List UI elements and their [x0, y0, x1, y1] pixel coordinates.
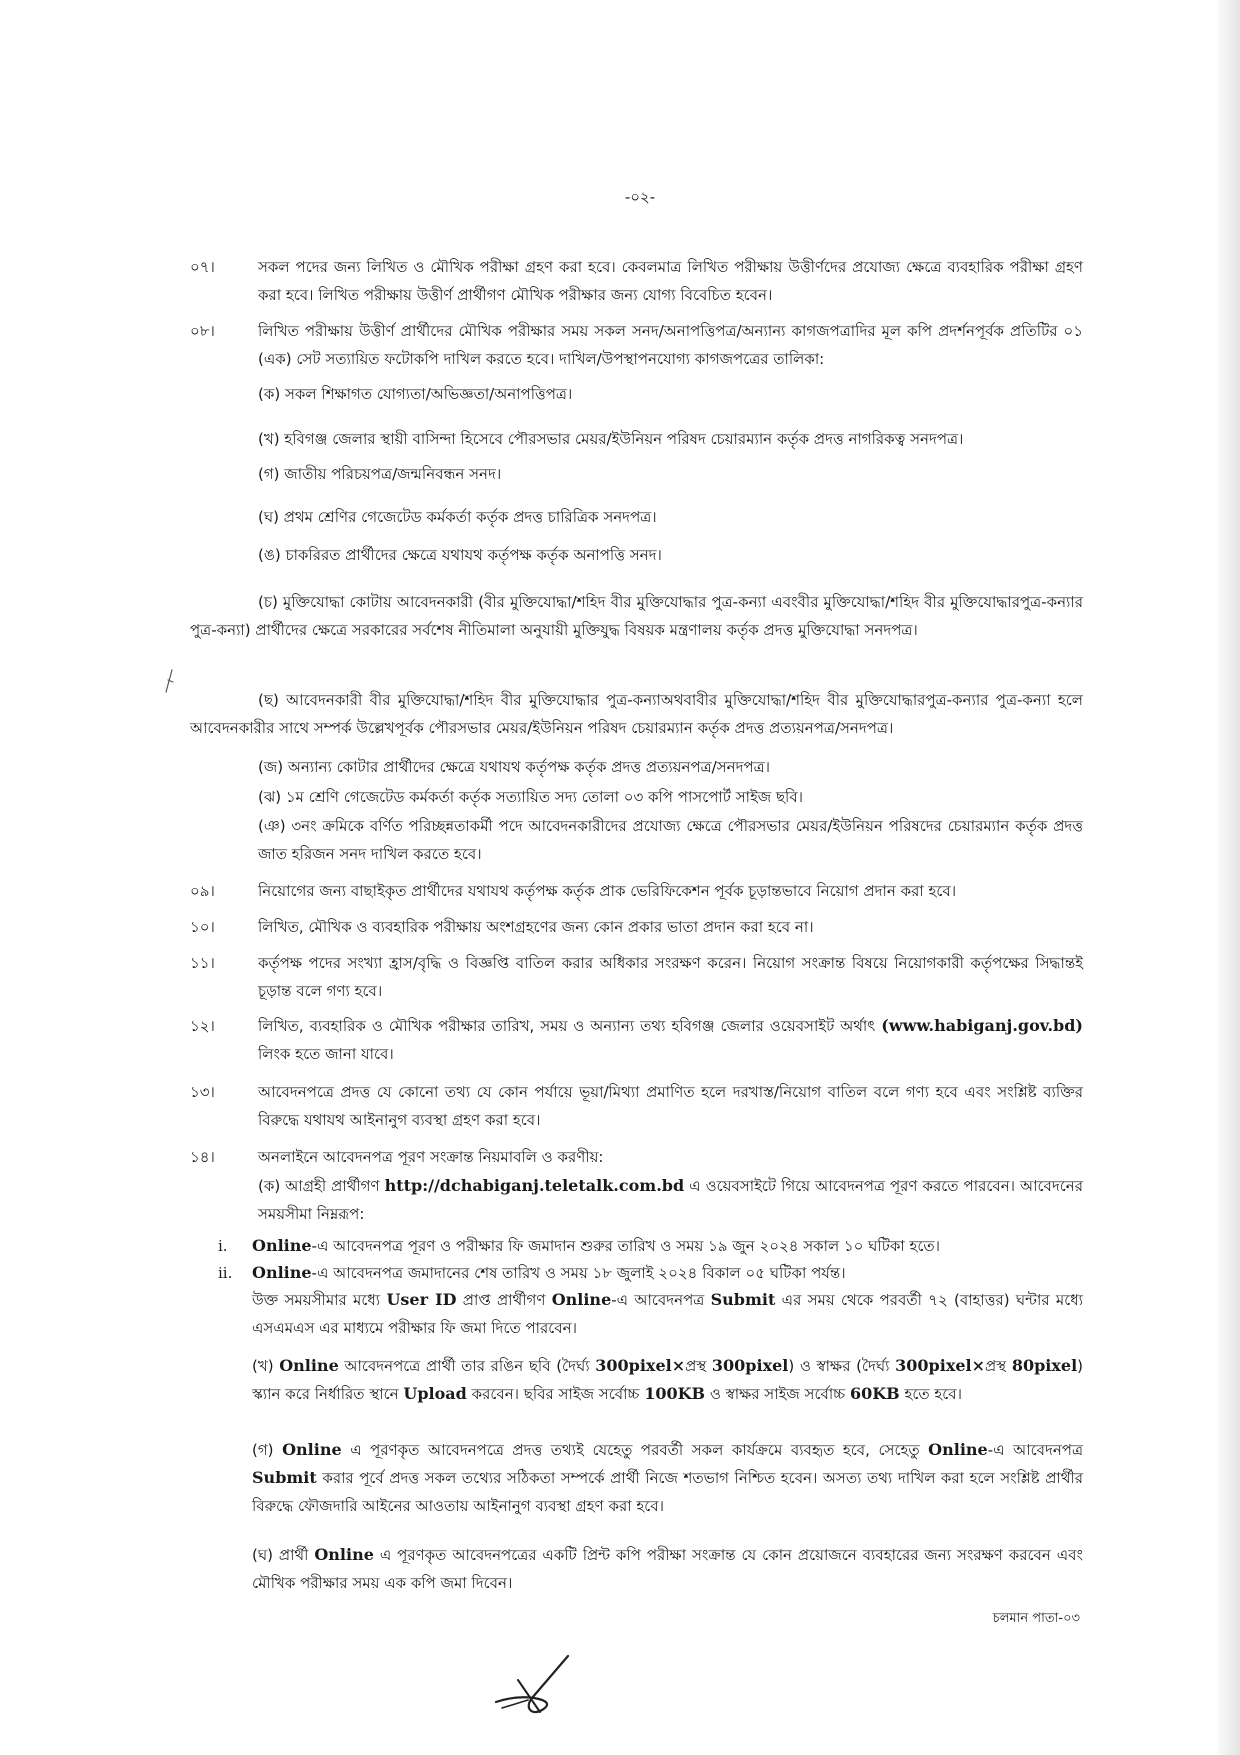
clause-12	[190, 1012, 1083, 1068]
clause-11	[190, 949, 1083, 1005]
document-item-kha: (খ) হবিগঞ্জ জেলার স্থায়ী বাসিন্দা হিসেবে পৌরসভার মেয়র/ইউনিয়ন পরিষদ চেয়ারম্যান কর্তৃক প্রদত্ত নাগরিকত্ব সনদপত্র।	[258, 430, 964, 448]
clause-07	[190, 253, 1083, 309]
clause-number: ১৩।	[190, 1083, 215, 1101]
online-gha: (ঘ) প্রার্থী Online এ পূরণকৃত আবেদনপত্রের একটি প্রিন্ট কপি পরীক্ষা সংক্রান্ত যে কোন প্রয়োজনে ব্যবহারের জন্য সংরক্ষণ করবেন এবং মৌখিক পরীক্ষার সময় এক কপি জমা দিবেন।	[252, 1545, 1083, 1592]
online-ka: (ক) আগ্রহী প্রার্থীগণ http://dchabiganj.teletalk.com.bd এ ওয়েবসাইটে গিয়ে আবেদনপত্র পূরণ করতে পারবেন। আবেদনের সময়সীমা নিম্নরূপ:	[258, 1176, 1084, 1223]
application-url-link[interactable]: http://dchabiganj.teletalk.com.bd	[384, 1176, 685, 1195]
signature-mark	[488, 1650, 578, 1720]
website-link[interactable]: (www.habiganj.gov.bd)	[881, 1016, 1083, 1035]
clause-08	[190, 317, 1083, 373]
clause-text: আবেদনপত্রে প্রদত্ত যে কোনো তথ্য যে কোন পর্যায়ে ভূয়া/মিথ্যা প্রমাণিত হলে দরখাস্ত/নিয়োগ বাতিল বলে গণ্য হবে এবং সংশ্লিষ্ট ব্যক্তির বিরুদ্ধে যথাযথ আইনানুগ ব্যবস্থা গ্রহণ করা হবে।	[258, 1083, 1083, 1129]
date-start: i. Online-এ আবেদনপত্র পূরণ ও পরীক্ষার ফি জমাদান শুরুর তারিখ ও সময় ১৯ জুন ২০২৪ সকাল ১০ ঘটিকা হতে।	[218, 1236, 941, 1255]
clause-14	[190, 1143, 1083, 1171]
document-item-ja: (জ) অন্যান্য কোটার প্রার্থীদের ক্ষেত্রে যথাযথ কর্তৃপক্ষ কর্তৃক প্রদত্ত প্রত্যয়নপত্র/সনদপত্র।	[258, 758, 771, 776]
clause-13	[190, 1078, 1083, 1134]
clause-number: ১৪।	[190, 1148, 215, 1166]
clause-10	[190, 913, 1083, 941]
clause-text: লিখিত, মৌখিক ও ব্যবহারিক পরীক্ষায় অংশগ্রহণের জন্য কোন প্রকার ভাতা প্রদান করা হবে না।	[258, 918, 814, 936]
sms-fee-note: উক্ত সময়সীমার মধ্যে User ID প্রাপ্ত প্রার্থীগণ Online-এ আবেদনপত্র Submit এর সময় থেকে পরবর্তী ৭২ (বাহাত্তর) ঘন্টার মধ্যে এসএমএস এর মাধ্যমে পরীক্ষার ফি জমা দিতে পারবেন।	[252, 1290, 1083, 1337]
clause-number: ০৯।	[190, 882, 215, 900]
document-item-cha: (ছ) আবেদনকারী বীর মুক্তিযোদ্ধা/শহিদ বীর মুক্তিযোদ্ধার পুত্র-কন্যাঅথবাবীর মুক্তিযোদ্ধা/শহিদ বীর মুক্তিযোদ্ধারপুত্র-কন্যার পুত্র-কন্যা হলে আবেদনকারীর সাথে সম্পর্ক উল্লেখপূর্বক পৌরসভার মেয়র/ইউনিয়ন পরিষদ চেয়ারম্যান কর্তৃক প্রদত্ত প্রত্যয়নপত্র/সনদপত্র।	[190, 691, 1083, 737]
online-ga: (গ) Online এ পূরণকৃত আবেদনপত্রে প্রদত্ত তথ্যই যেহেতু পরবর্তী সকল কার্যক্রমে ব্যবহৃত হবে, সেহেতু Online-এ আবেদনপত্র Submit করার পূর্বে প্রদত্ত সকল তথ্যের সঠিকতা সম্পর্কে প্রার্থী নিজে শতভাগ নিশ্চিত হবেন। অসত্য তথ্য দাখিল করা হলে সংশ্লিষ্ট প্রার্থীর বিরুদ্ধে ফৌজদারি আইনের আওতায় আইনানুগ ব্যবস্থা গ্রহণ করা হবে।	[252, 1440, 1083, 1515]
online-kha: (খ) Online আবেদনপত্রে প্রার্থী তার রঙিন ছবি (দৈর্ঘ্য 300pixel×প্রস্থ 300pixel) ও স্বাক্ষর (দৈর্ঘ্য 300pixel×প্রস্থ 80pixel) স্ক্যান করে নির্ধারিত স্থানে Upload করবেন। ছবির সাইজ সর্বোচ্চ 100KB ও স্বাক্ষর সাইজ সর্বোচ্চ 60KB হতে হবে।	[252, 1356, 1083, 1403]
clause-text: কর্তৃপক্ষ পদের সংখ্যা হ্রাস/বৃদ্ধি ও বিজ্ঞপ্তি বাতিল করার অধিকার সংরক্ষণ করেন। নিয়োগ সংক্রান্ত বিষয়ে নিয়োগকারী কর্তৃপক্ষের সিদ্ধান্তই চূড়ান্ত বলে গণ্য হবে।	[258, 954, 1083, 1000]
document-item-ka: (ক) সকল শিক্ষাগত যোগ্যতা/অভিজ্ঞতা/অনাপত্তিপত্র।	[258, 385, 573, 403]
clause-number: ০৮।	[190, 322, 215, 340]
clause-text: অনলাইনে আবেদনপত্র পূরণ সংক্রান্ত নিয়মাবলি ও করণীয়:	[258, 1148, 604, 1166]
clause-number: ০৭।	[190, 258, 215, 276]
clause-09	[190, 877, 1083, 905]
continued-page-note: চলমান পাতা-০৩	[992, 1611, 1080, 1626]
clause-text: লিখিত পরীক্ষায় উত্তীর্ণ প্রার্থীদের মৌখিক পরীক্ষার সময় সকল সনদ/অনাপত্তিপত্র/অন্যান্য কাগজপত্রাদির মূল কপি প্রদর্শনপূর্বক প্রতিটির ০১ (এক) সেট সত্যায়িত ফটোকপি দাখিল করতে হবে। দাখিল/উপস্থাপনযোগ্য কাগজপত্রের তালিকা:	[258, 322, 1083, 368]
document-item-uma: (ঙ) চাকরিরত প্রার্থীদের ক্ষেত্রে যথাযথ কর্তৃপক্ষ কর্তৃক অনাপত্তি সনদ।	[258, 546, 662, 564]
clause-number: ১১।	[190, 954, 215, 972]
document-item-ga: (গ) জাতীয় পরিচয়পত্র/জন্মনিবন্ধন সনদ।	[258, 465, 502, 483]
clause-text: লিখিত, ব্যবহারিক ও মৌখিক পরীক্ষার তারিখ, সময় ও অন্যান্য তথ্য হবিগঞ্জ জেলার ওয়েবসাইট অর্থাৎ (www.habiganj.gov.bd) লিংক হতে জানা যাবে।	[258, 1016, 1083, 1063]
page-number: -০২-	[624, 188, 656, 206]
document-item-ca: (চ) মুক্তিযোদ্ধা কোটায় আবেদনকারী (বীর মুক্তিযোদ্ধা/শহিদ বীর মুক্তিযোদ্ধার পুত্র-কন্যা এবংবীর মুক্তিযোদ্ধা/শহিদ বীর মুক্তিযোদ্ধারপুত্র-কন্যার পুত্র-কন্যা) প্রার্থীদের ক্ষেত্রে সরকারের সর্বশেষ নীতিমালা অনুযায়ী মুক্তিযুদ্ধ বিষয়ক মন্ত্রণালয় কর্তৃক প্রদত্ত মুক্তিযোদ্ধা সনদপত্র।	[190, 593, 1083, 639]
document-item-nya: (ঞ) ৩নং ক্রমিকে বর্ণিত পরিচ্ছন্নতাকর্মী পদে আবেদনকারীদের প্রযোজ্য ক্ষেত্রে পৌরসভার মেয়র/ইউনিয়ন পরিষদের চেয়ারম্যান কর্তৃক প্রদত্ত জাত হরিজন সনদ দাখিল করতে হবে।	[258, 817, 1083, 863]
clause-text: নিয়োগের জন্য বাছাইকৃত প্রার্থীদের যথাযথ কর্তৃপক্ষ কর্তৃক প্রাক ভেরিফিকেশন পূর্বক চূড়ান্তভাবে নিয়োগ প্রদান করা হবে।	[258, 882, 957, 900]
document-item-jha: (ঝ) ১ম শ্রেণি গেজেটেড কর্মকর্তা কর্তৃক সত্যায়িত সদ্য তোলা ০৩ কপি পাসপোর্ট সাইজ ছবি।	[258, 788, 804, 806]
document-item-gha: (ঘ) প্রথম শ্রেণির গেজেটেড কর্মকর্তা কর্তৃক প্রদত্ত চারিত্রিক সনদপত্র।	[258, 508, 657, 526]
pen-mark	[162, 668, 176, 696]
date-end: ii. Online-এ আবেদনপত্র জমাদানের শেষ তারিখ ও সময় ১৮ জুলাই ২০২৪ বিকাল ০৫ ঘটিকা পর্যন্ত।	[218, 1263, 846, 1282]
clause-number: ১২।	[190, 1017, 215, 1035]
clause-number: ১০।	[190, 918, 215, 936]
clause-text: সকল পদের জন্য লিখিত ও মৌখিক পরীক্ষা গ্রহণ করা হবে। কেবলমাত্র লিখিত পরীক্ষায় উত্তীর্ণদের প্রযোজ্য ক্ষেত্রে ব্যবহারিক পরীক্ষা গ্রহণ করা হবে। লিখিত পরীক্ষায় উত্তীর্ণ প্রার্থীগণ মৌখিক পরীক্ষার জন্য যোগ্য বিবেচিত হবেন।	[258, 258, 1083, 304]
